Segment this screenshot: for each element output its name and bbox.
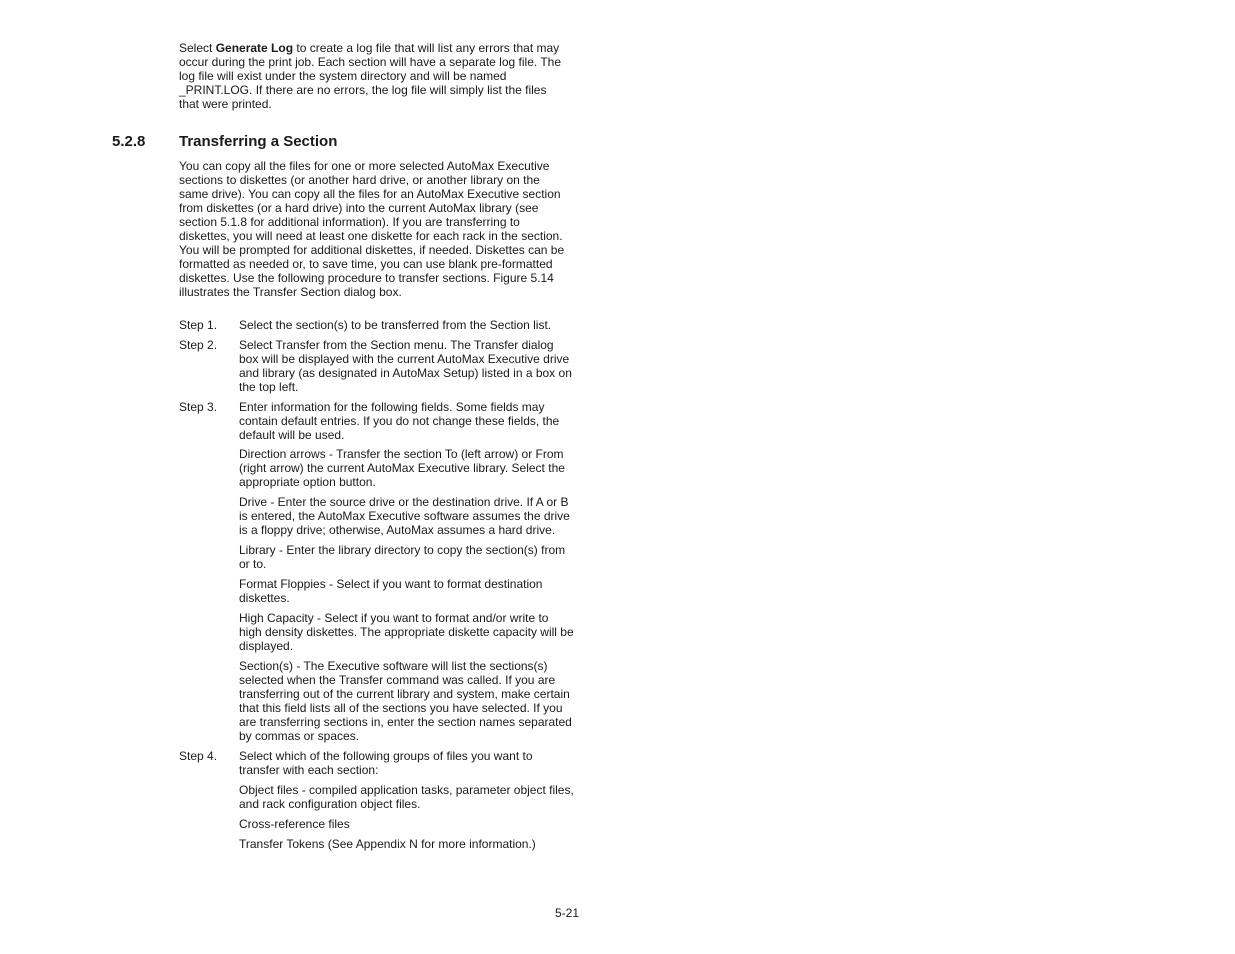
file-group-object-files: Object files - compiled application tasks, parameter object files, and rack configuration object files.	[239, 783, 574, 811]
step-label: Step 2.	[179, 338, 218, 352]
step-text: Enter information for the following fields. Some fields may contain default entries. If you do not change these fields, the default will be used.	[239, 400, 560, 442]
page-number: 5-21	[555, 906, 580, 920]
field-sections: Section(s) - The Executive software will list the sections(s) selected when the Transfer command was called. If you are transferring out of the current library and system, make certain that this field lists all of the sections you have selected. If you are transferring sections in, enter the section names separated by commas or spaces.	[239, 659, 572, 743]
step-text: Select Transfer from the Section menu. The Transfer dialog box will be displayed with the current AutoMax Executive drive and library (as designated in AutoMax Setup) listed in a box on the top left.	[239, 338, 572, 394]
step-label: Step 1.	[179, 318, 218, 332]
generate-log-term: Generate Log	[215, 41, 294, 55]
step-4	[179, 749, 574, 777]
field-library: Library - Enter the library directory to copy the section(s) from or to.	[239, 543, 566, 571]
step-2	[179, 338, 574, 394]
section-number: 5.2.8	[112, 133, 146, 150]
step-3	[179, 400, 574, 442]
steps-list	[179, 318, 574, 857]
section-body-paragraph: You can copy all the files for one or more selected AutoMax Executive sections to diskettes (or another hard drive, or another library on the same drive). You can copy all the files for an AutoMax Executive section from diskettes (or a hard drive) into the current AutoMax library (see section 5.1.8 for additional information). If you are transferring to diskettes, you will need at least one diskette for each rack in the section. You will be prompted for additional diskettes, if needed. Diskettes can be formatted as needed or, to save time, you can use blank pre-formatted diskettes. Use the following procedure to transfer sections. Figure 5.14 illustrates the Transfer Section dialog box.	[179, 159, 565, 299]
file-group-transfer-tokens: Transfer Tokens (See Appendix N for more information.)	[239, 837, 536, 851]
intro-paragraph	[179, 41, 569, 111]
section-heading	[112, 133, 337, 151]
step-text: Select which of the following groups of files you want to transfer with each section:	[239, 749, 533, 777]
step-1	[179, 318, 574, 332]
step-label: Step 4.	[179, 749, 218, 763]
field-drive: Drive - Enter the source drive or the destination drive. If A or B is entered, the AutoMax Executive software assumes the drive is a floppy drive; otherwise, AutoMax assumes a hard drive.	[239, 495, 570, 537]
field-high-capacity: High Capacity - Select if you want to format and/or write to high density diskettes. The appropriate diskette capacity will be displayed.	[239, 611, 574, 653]
field-direction-arrows: Direction arrows - Transfer the section To (left arrow) or From (right arrow) the current AutoMax Executive library. Select the appropriate option button.	[239, 447, 565, 489]
field-format-floppies: Format Floppies - Select if you want to format destination diskettes.	[239, 577, 543, 605]
section-title: Transferring a Section	[179, 133, 338, 150]
intro-rest: to create a log file that will list any errors that may occur during the print job. Each section will have a separate log file. The log file will exist under the system directory and will be named _PRINT.LOG. If there are no errors, the log file will simply list the files that were printed.	[179, 41, 561, 111]
intro-prefix: Select	[179, 41, 216, 55]
step-label: Step 3.	[179, 400, 218, 414]
file-group-cross-reference: Cross-reference files	[239, 817, 350, 831]
step-text: Select the section(s) to be transferred from the Section list.	[239, 318, 552, 332]
